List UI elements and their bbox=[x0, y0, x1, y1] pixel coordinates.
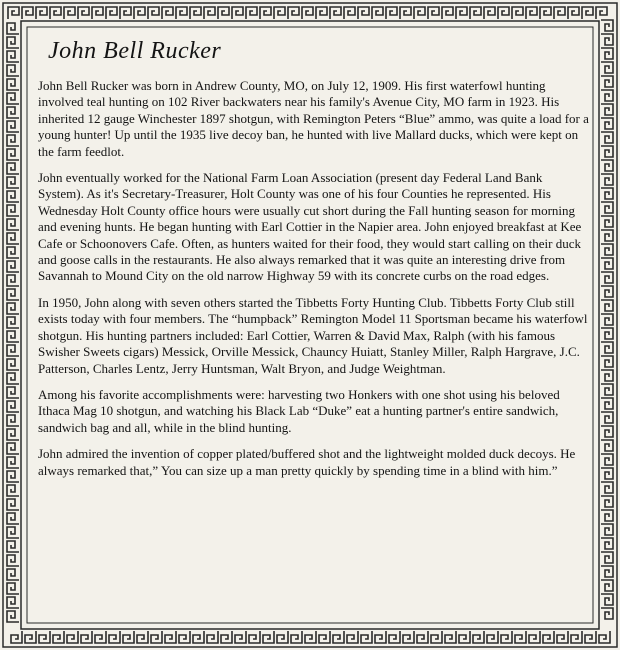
paragraph-5: John admired the invention of copper plated/buffered shot and the lightweight molded duck decoys. He always remarked that,” You can size up a man pretty quickly by spending time in a blind with him.” bbox=[38, 446, 576, 478]
document-body bbox=[38, 34, 590, 624]
paragraph-4: Among his favorite accomplishments were: harvesting two Honkers with one shot using his beloved Ithaca Mag 10 shotgun, and watching his Black Lab “Duke” eat a hunting partner's entire sandwich, sandwich bag and all, while in the blind hunting. bbox=[38, 386, 560, 435]
paragraph-2: John eventually worked for the National Farm Loan Association (present day Federal Land Bank System). As it's Secretary-Treasurer, Holt County was one of his four Counties he represented. His Wednesday Holt County office hours were usually cut short during the Fall hunting season for morning and evening hunts. He began hunting with Earl Cottier in the Napier area. John enjoyed breakfast at Kee Cafe or Schoonovers Cafe. Often, as hunters waited for their food, they would start calling on their duck and goose calls in the restaurants. He also always remarked that it was quite an interesting drive from Savannah to Mound City on the old narrow Highway 59 with its concrete curbs on the road edges. bbox=[38, 170, 582, 284]
page-title: John Bell Rucker bbox=[48, 38, 222, 64]
paragraph-3: In 1950, John along with seven others started the Tibbetts Forty Hunting Club. Tibbetts Forty Club still exists today with four members. The “humpback” Remington Model 11 Sportsman became his waterfowl shotgun. His hunting partners included: Earl Cottier, Warren & David Max, Ralph (with his famous Swisher Sweets cigars) Messick, Orville Messick, Chauncy Huiatt, Stanley Miller, Ralph Hargrave, J.C. Patterson, Charles Lentz, Jerry Huntsman, Walt Bryon, and Judge Weightman. bbox=[38, 294, 588, 376]
paragraph-1: John Bell Rucker was born in Andrew County, MO, on July 12, 1909. His first waterfowl hunting involved teal hunting on 102 River backwaters near his family's Avenue City, MO farm in 1923. His inherited 12 gauge Winchester 1897 shotgun, with Remington Peters “Blue” ammo, was quite a load for a young hunter! Up until the 1935 live decoy ban, he hunted with live Mallard ducks, which were kept on the farm feedlot. bbox=[38, 78, 589, 159]
